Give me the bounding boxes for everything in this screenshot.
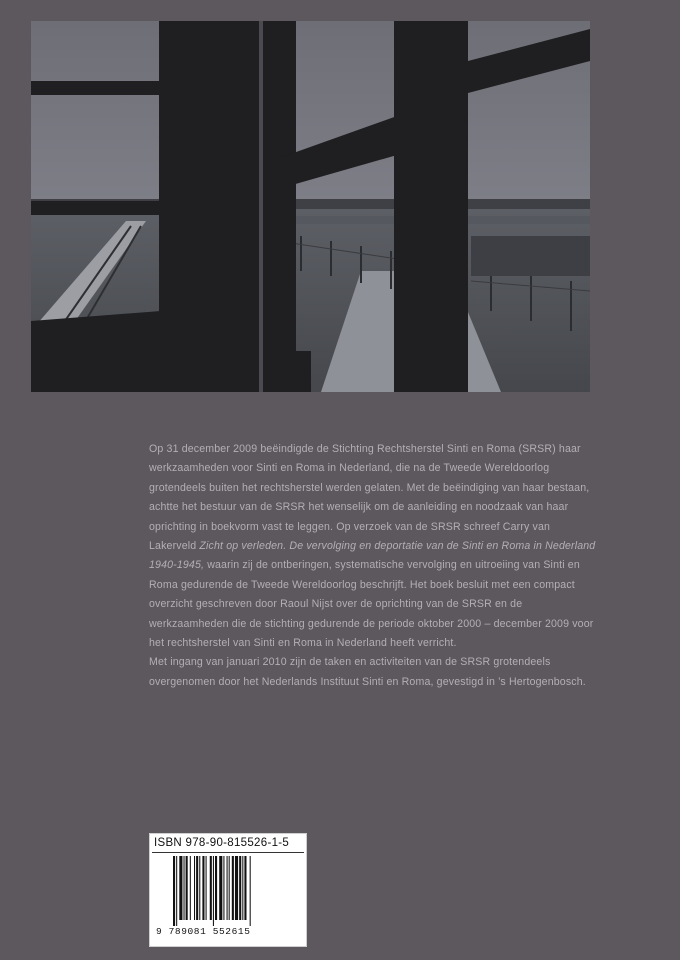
window-view-photo xyxy=(31,21,590,392)
book-title: Zicht op verleden. De vervolging en deportatie van de Sinti en Roma in Nederland 1940-1945, xyxy=(149,540,596,572)
blurb-paragraph-2: Met ingang van januari 2010 zijn de taken en activiteiten van de SRSR grotendeels overgenomen door het Nederlands Instituut Sinti en Roma, gevestigd in ’s Hertogenbosch. xyxy=(149,656,586,688)
isbn-number: ISBN 978-90-815526-1-5 xyxy=(154,837,290,849)
isbn-barcode-label xyxy=(149,833,307,947)
back-cover-blurb xyxy=(149,440,597,692)
barcode-icon xyxy=(172,856,282,926)
cover-photo xyxy=(31,21,590,392)
ean-digits: 9 789081 552615 xyxy=(156,926,251,937)
blurb-paragraph-1 xyxy=(149,440,597,653)
blurb-text-intro: Op 31 december 2009 beëindigde de Stichting Rechtsherstel Sinti en Roma (SRSR) haar werkzaamheden voor Sinti en Roma in Nederland, die na de Tweede Wereldoorlog grotendeels buiten het rechtsherstel werden gelaten. Met de beëindiging van haar bestaan, achtte het bestuur van de SRSR het wenselijk om de aanleiding en noodzaak van haar oprichting in boekvorm vast te leggen. Op verzoek van de SRSR schreef Carry van Lakerveld xyxy=(149,443,590,553)
blurb-text-continued: waarin zij de ontberingen, systematische vervolging en uitroeiing van Sinti en Roma gedurende de Tweede Wereldoorlog beschrijft. Het boek besluit met een compact overzicht geschreven door Raoul Nijst over de oprichting van de SRSR en de werkzaamheden die de stichting gedurende de periode oktober 2000 – december 2009 voor het rechtsherstel van Sinti en Roma in Nederland heeft verricht. xyxy=(149,559,594,650)
isbn-divider xyxy=(152,852,304,853)
